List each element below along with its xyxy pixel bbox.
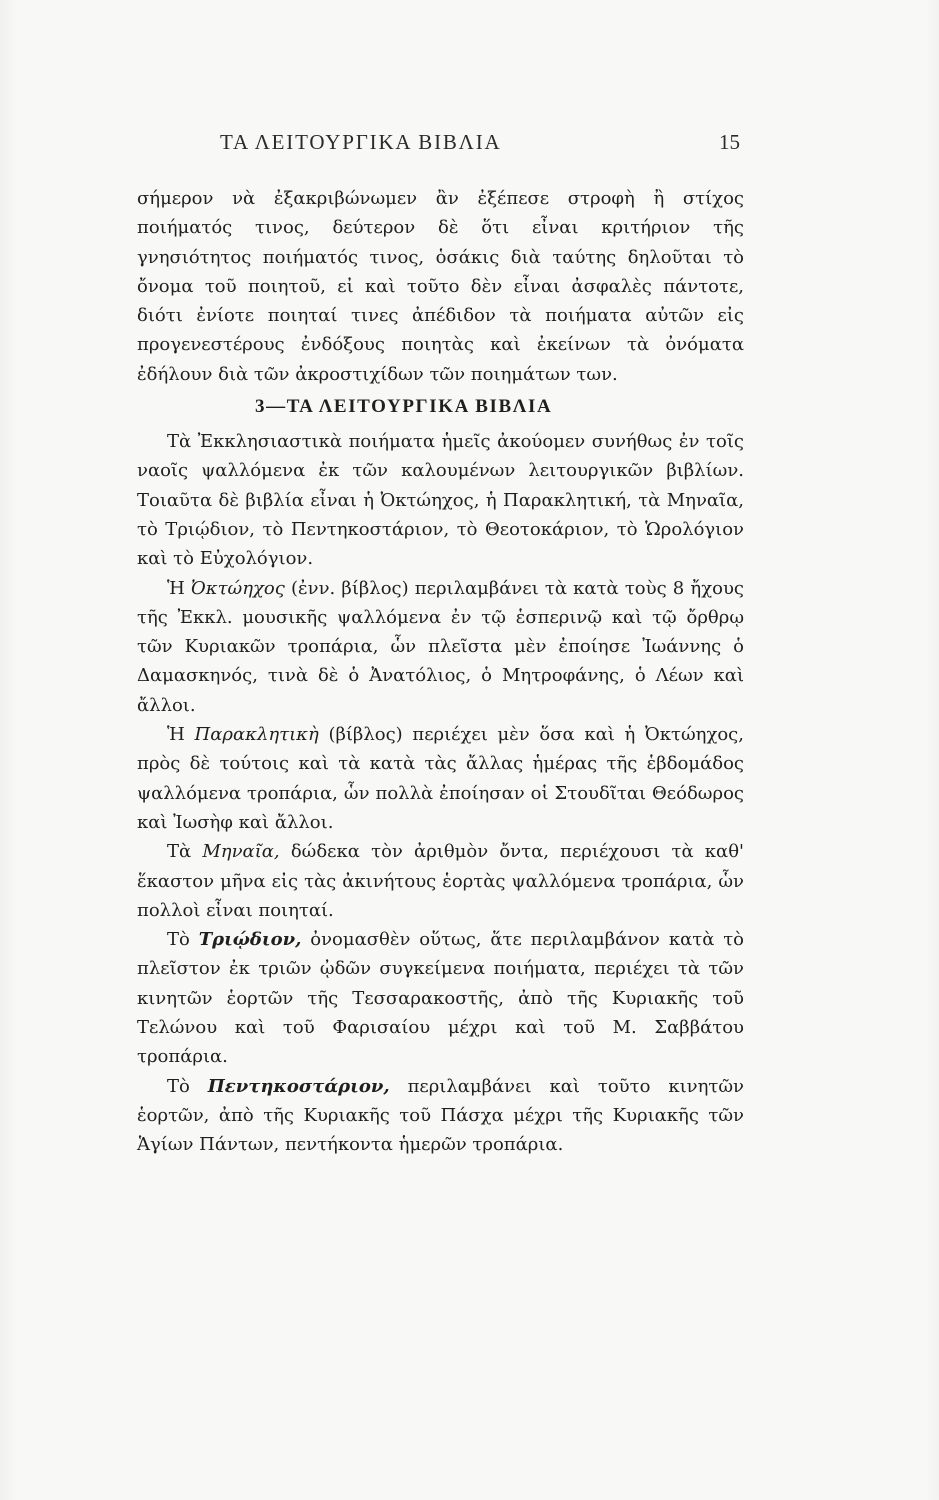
triodion-lead: Τὸ bbox=[167, 929, 190, 951]
paragraph-parakletike bbox=[137, 720, 744, 837]
menaia-text: δώδεκα τὸν ἀριθμὸν ὄντα, περιέχουσι τὰ καθ' ἕκαστον μῆνα εἰς τὰς ἀκινήτους ἑορτὰς ψαλλόμενα τροπάρια, ὧν πολλοὶ εἶναι ποιηταί. bbox=[137, 841, 744, 921]
pentekostarion-text: περιλαμβάνει καὶ τοῦτο κινητῶν ἑορτῶν, ἀπὸ τῆς Κυριακῆς τοῦ Πάσχα μέχρι τῆς Κυριακῆς τῶν Ἁγίων Πάντων, πεντήκοντα ἡμερῶν τροπάρια. bbox=[137, 1075, 744, 1156]
paragraph-oktoechos bbox=[137, 574, 744, 720]
opening-paragraph: σήμερον νὰ ἐξακριβώνωμεν ἂν ἐξέπεσε στροφὴ ἢ στίχος ποιήματός τινος, δεύτερον δὲ ὅτι εἶναι κριτήριον τῆς γνησιότητος ποιήματός τινος, ὁσάκις διὰ ταύτης δηλοῦται τὸ ὄνομα τοῦ ποιητοῦ, εἰ καὶ τοῦτο δὲν εἶναι ἀσφαλὲς πάντοτε, διότι ἐνίοτε ποιηταί τινες ἀπέδιδον τὰ ποιήματα αὐτῶν εἰς προγενεστέρους ἐνδόξους ποιητὰς καὶ ἐκείνων τὰ ὀνόματα ἐδήλουν διὰ τῶν ἀκροστιχίδων τῶν ποιημάτων των. bbox=[137, 188, 744, 385]
triodion-title: Τριῴδιον, bbox=[198, 929, 302, 951]
page-number: 15 bbox=[719, 130, 740, 154]
parakletike-text: (βίβλος) περιέχει μὲν ὅσα καὶ ἡ Ὀκτώηχος, πρὸς δὲ τούτοις καὶ τὰ κατὰ τὰς ἄλλας ἡμέρας τῆς ἑβδομάδος ψαλλόμενα τροπάρια, ὧν πολλὰ ἐποίησαν οἱ Στουδῖται Θεόδωρος καὶ Ἰωσὴφ καὶ ἄλλοι. bbox=[137, 724, 744, 833]
section-heading: 3—ΤΑ ΛΕΙΤΟΥΡΓΙΚΑ ΒΙΒΛΙΑ bbox=[255, 396, 553, 418]
paragraph-liturgical-books-intro: Τὰ Ἐκκλησιαστικὰ ποιήματα ἡμεῖς ἀκούομεν συνήθως ἐν τοῖς ναοῖς ψαλλόμενα ἐκ τῶν καλουμένων λειτουργικῶν βιβλίων. Τοιαῦτα δὲ βιβλία εἶναι ἡ Ὀκτώηχος, ἡ Παρακλητική, τὰ Μηναῖα, τὸ Τριῴδιον, τὸ Πεντηκοστάριον, τὸ Θεοτοκάριον, τὸ Ὡρολόγιον καὶ τὸ Εὐχολόγιον. bbox=[137, 431, 744, 570]
menaia-lead: Τὰ bbox=[167, 841, 192, 863]
running-title: ΤΑ ΛΕΙΤΟΥΡΓΙΚΑ ΒΙΒΛΙΑ bbox=[220, 130, 502, 154]
oktoechos-text: (ἐνν. βίβλος) περιλαμβάνει τὰ κατὰ τοὺς 8 ἤχους τῆς Ἐκκλ. μουσικῆς ψαλλόμενα ἐν τῷ ἑσπερινῷ καὶ τῷ ὄρθρῳ τῶν Κυριακῶν τροπάρια, ὧν πλεῖστα μὲν ἐποίησε Ἰωάννης ὁ Δαμασκηνός, τινὰ δὲ ὁ Ἀνατόλιος, ὁ Μητροφάνης, ὁ Λέων καὶ ἄλλοι. bbox=[137, 577, 744, 716]
pentekostarion-lead: Τὸ bbox=[167, 1075, 190, 1097]
triodion-text: ὀνομασθὲν οὕτως, ἅτε περιλαμβάνον κατὰ τὸ πλεῖστον ἐκ τριῶν ᾠδῶν συγκείμενα ποιήματα, περιέχει τὰ τῶν κινητῶν ἑορτῶν τῆς Τεσσαρακοστῆς, ἀπὸ τῆς Κυριακῆς τοῦ Τελώνου καὶ τοῦ Φαρισαίου μέχρι καὶ τοῦ Μ. Σαββάτου τροπάρια. bbox=[137, 929, 744, 1068]
oktoechos-title: Ὀκτώηχος bbox=[191, 577, 285, 599]
paragraph-pentekostarion bbox=[137, 1072, 744, 1160]
paragraph-menaia bbox=[137, 837, 744, 925]
menaia-title: Μηναῖα, bbox=[202, 841, 280, 863]
parakletike-lead: Ἡ bbox=[167, 724, 185, 746]
running-header bbox=[220, 130, 740, 160]
paragraph-triodion bbox=[137, 925, 744, 1071]
parakletike-title: Παρακλητικὴ bbox=[194, 724, 319, 746]
pentekostarion-title: Πεντηκοστάριον, bbox=[207, 1075, 390, 1097]
oktoechos-lead: Ἡ bbox=[167, 577, 185, 599]
body-text bbox=[137, 184, 744, 1160]
